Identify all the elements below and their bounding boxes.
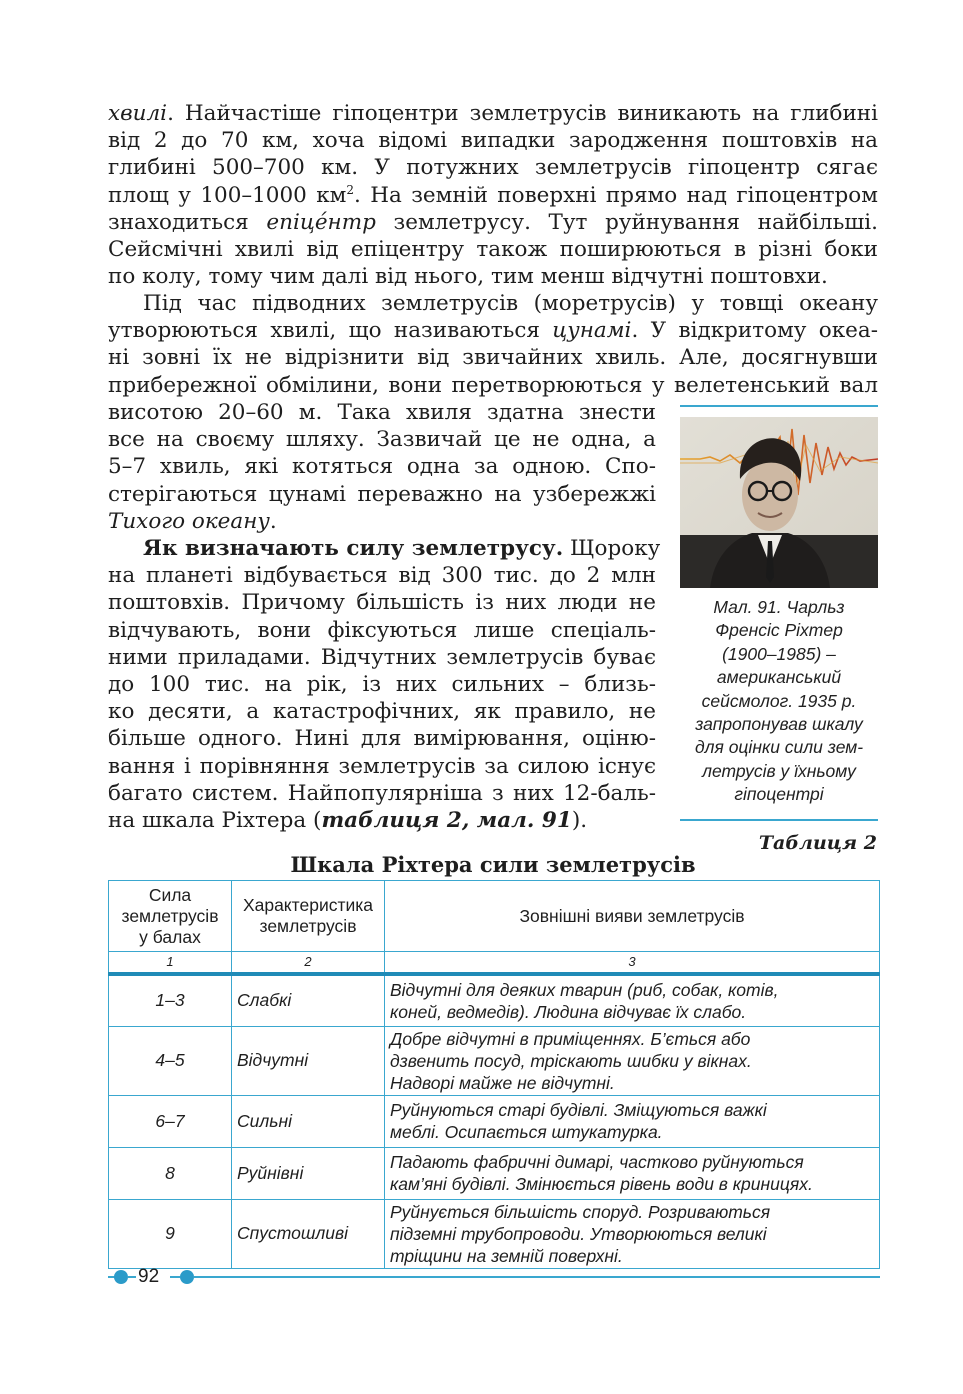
footer-dash <box>128 1276 136 1278</box>
section-heading: Як визначають силу землетрусу. <box>143 536 564 561</box>
figure-richter <box>680 405 878 407</box>
text-line: стерігаються цунамі переважно на узбережжі <box>108 481 656 507</box>
text-line: все на своєму шляху. Зазвичай це не одна, а <box>108 427 656 453</box>
text-line: глибині 500–700 км. У потужних землетрусів гіпоцентр сягає <box>108 155 878 181</box>
cell-effects: Руйнується більшість споруд. Розриваються підземні трубопроводи. Утворюються великі тріщини на земній поверхні. <box>385 1199 880 1268</box>
cell-characteristic: Сильні <box>232 1095 385 1147</box>
cell-characteristic: Відчутні <box>232 1026 385 1095</box>
text-line: Під час підводних землетрусів (моретрусів) у товщі океану <box>143 291 878 316</box>
column-number: 3 <box>385 952 880 975</box>
figure-bottom-rule <box>680 819 878 821</box>
cell-characteristic: Руйнівні <box>232 1147 385 1199</box>
cell-characteristic: Спустошливі <box>232 1199 385 1268</box>
text-line: відчувають, вони фіксуються лише спеціаль- <box>108 617 656 643</box>
cell-strength: 6–7 <box>109 1095 232 1147</box>
table-header-row <box>109 881 880 952</box>
table-row <box>109 1095 880 1147</box>
table-title: Шкала Ріхтера сили землетрусів <box>290 852 696 877</box>
paragraph-tsunami <box>108 290 878 399</box>
richter-portrait-image <box>680 417 878 588</box>
footer-dash <box>170 1276 180 1278</box>
text-line: від 2 до 70 км, хоча відомі випадки зародження поштовхів на <box>108 128 878 154</box>
cell-effects: Відчутні для деяких тварин (риб, собак, котів, коней, ведмедів). Людина відчуває їх слабо. <box>385 974 880 1026</box>
figure-caption: Мал. 91. Чарльз Френсіс Ріхтер (1900–1985) – американський сейсмолог. 1935 р. запропонував шкалу для оцінки сили зем- летрусів у їхньому гіпоцентрі <box>694 597 864 805</box>
footer-dot-icon <box>114 1270 128 1284</box>
text-line: ко десяти, а катастрофічних, як правило, не <box>108 699 656 725</box>
text-line: на планеті відбувається від 300 тис. до 2 млн <box>108 563 656 589</box>
text-line: більше одного. Нині для вимірювання, оціню- <box>108 726 656 752</box>
text-line: Як визначають силу землетрусу. Щороку <box>143 536 661 561</box>
table-row <box>109 1199 880 1268</box>
text-line: утворюються хвилі, що називаються цунамі. У відкритому океа- <box>108 318 878 344</box>
cell-strength: 9 <box>109 1199 232 1268</box>
cell-effects: Падають фабричні димарі, частково руйнуються кам’яні будівлі. Змінюється рівень води в криницях. <box>385 1147 880 1199</box>
footer-rule <box>194 1276 880 1278</box>
column-number-row <box>109 952 880 975</box>
text-line: Тихого океану. <box>108 508 277 534</box>
text-line: багато систем. Найпопулярніша з них 12-баль- <box>108 780 656 806</box>
text-line: прибережної обмілини, вони перетворюються у велетенський вал <box>108 372 878 398</box>
paragraph-earthquake-strength <box>108 535 661 834</box>
figure-top-rule <box>680 405 878 407</box>
table-row <box>109 974 880 1026</box>
page-footer <box>108 1268 880 1288</box>
text-line: поштовхів. Причому більшість із них люди не <box>108 590 656 616</box>
cell-strength: 1–3 <box>109 974 232 1026</box>
header-strength: Сила землетрусів у балах <box>109 881 232 952</box>
table-row <box>109 1026 880 1095</box>
cell-strength: 4–5 <box>109 1026 232 1095</box>
text-line: Сейсмічні хвилі від епіцентру також поширюються в різні боки <box>108 237 878 263</box>
text-line: площ у 100–1000 $км^2$. На земній поверхні прямо над гіпоцентром <box>108 182 878 208</box>
header-characteristic: Характеристика землетрусів <box>232 881 385 952</box>
text-line: до 100 тис. на рік, із них сильних – близь- <box>108 672 656 698</box>
text-line: 5–7 хвиль, які котяться одна за одною. Спо- <box>108 454 656 480</box>
text-line: ні зовні їх не відрізнити від звичайних хвиль. Але, досягнувши <box>108 345 878 371</box>
text-line: на шкала Ріхтера (таблиця 2, мал. 91). <box>108 808 588 834</box>
text-line: вання і порівняння землетрусів за силою існує <box>108 753 656 779</box>
column-number: 1 <box>109 952 232 975</box>
paragraph-tsunami-continued <box>108 399 656 535</box>
footer-dot-icon <box>180 1270 194 1284</box>
cell-effects: Добре відчутні в приміщеннях. Б’ється або дзвенить посуд, тріскають шибки у вікнах. Надворі майже не відчутні. <box>385 1026 880 1095</box>
text-line: знаходиться епіце́нтр землетрусу. Тут руйнування найбільші. <box>108 209 878 235</box>
cell-strength: 8 <box>109 1147 232 1199</box>
table-row <box>109 1147 880 1199</box>
text-line: висотою 20–60 м. Така хвиля здатна знести <box>108 400 656 425</box>
richter-scale-table <box>108 880 880 1269</box>
header-effects: Зовнішні вияви землетрусів <box>385 881 880 952</box>
table-label: Таблиця 2 <box>758 832 877 854</box>
text-line: по колу, тому чим далі від нього, тим менш відчутні поштовхи. <box>108 264 828 290</box>
page-number: 92 <box>138 1266 160 1287</box>
text-line: хвилі. Найчастіше гіпоцентри землетрусів виникають на глибині <box>108 101 878 126</box>
cell-effects: Руйнуються старі будівлі. Зміщуються важкі меблі. Осипається штукатурка. <box>385 1095 880 1147</box>
paragraph-hypocenter <box>108 100 878 290</box>
cell-characteristic: Слабкі <box>232 974 385 1026</box>
text-line: ними приладами. Відчутних землетрусів буває <box>108 644 656 670</box>
column-number: 2 <box>232 952 385 975</box>
figure-reference: таблиця 2, мал. 91 <box>321 808 572 834</box>
